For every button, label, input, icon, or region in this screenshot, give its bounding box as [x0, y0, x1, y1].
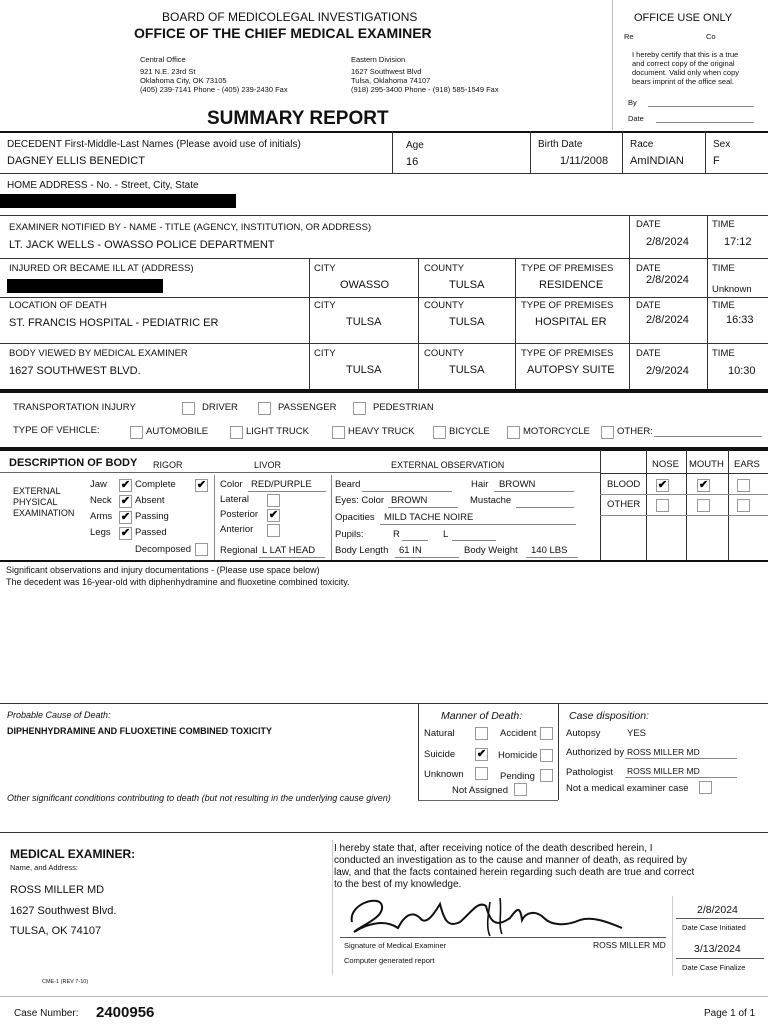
- board-title: BOARD OF MEDICOLEGAL INVESTIGATIONS: [162, 10, 418, 24]
- decomposed-label: Decomposed: [135, 544, 191, 555]
- body-length-value: 61 IN: [399, 545, 422, 556]
- body-viewed-time-label: TIME: [712, 348, 735, 359]
- other-mouth-checkbox[interactable]: [697, 499, 710, 512]
- jaw-checkbox[interactable]: ✔: [120, 479, 131, 491]
- office-use-date: Date: [628, 114, 644, 123]
- office-use-co: Co: [706, 32, 716, 41]
- eyes-label: Eyes: Color: [335, 495, 385, 506]
- other-ears-checkbox[interactable]: [737, 499, 750, 512]
- manner-accident-checkbox[interactable]: [540, 727, 553, 740]
- heavy-truck-label: HEAVY TRUCK: [348, 426, 415, 437]
- body-viewed-premises-label: TYPE OF PREMISES: [521, 348, 614, 359]
- form-number: CME-1 (REV 7-10): [42, 979, 89, 985]
- bicycle-checkbox[interactable]: [433, 426, 446, 439]
- exam-label-2: PHYSICAL: [13, 497, 58, 507]
- manner-pending-label: Pending: [500, 771, 535, 782]
- case-number-label: Case Number:: [14, 1008, 79, 1019]
- rigor-complete-checkbox[interactable]: ✔: [196, 479, 207, 491]
- location-date: 2/8/2024: [646, 314, 689, 326]
- livor-lateral-label: Lateral: [220, 494, 250, 505]
- manner-title: Manner of Death:: [441, 710, 523, 722]
- body-viewed-value: 1627 SOUTHWEST BLVD.: [9, 365, 141, 377]
- injured-premises: RESIDENCE: [539, 279, 604, 291]
- decomposed-checkbox[interactable]: [195, 543, 208, 556]
- light-truck-label: LIGHT TRUCK: [246, 426, 309, 437]
- age-label: Age: [406, 140, 424, 151]
- exam-label-1: EXTERNAL: [13, 486, 61, 496]
- date-initiated-label: Date Case Initiated: [682, 923, 746, 932]
- injured-city-label: CITY: [314, 263, 336, 274]
- livor-posterior-checkbox[interactable]: ✔: [268, 509, 279, 521]
- blood-ears-checkbox[interactable]: [737, 479, 750, 492]
- location-label: LOCATION OF DEATH: [9, 300, 107, 311]
- me-subtitle: Name, and Address:: [10, 863, 78, 872]
- not-me-case-label: Not a medical examiner case: [566, 783, 689, 794]
- manner-not-assigned-label: Not Assigned: [452, 785, 508, 796]
- injured-address-redacted: [7, 279, 163, 293]
- beard-label: Beard: [335, 479, 361, 490]
- other-fluid-label: OTHER: [607, 499, 641, 510]
- sex-value: F: [713, 155, 720, 167]
- rigor-absent-label: Absent: [135, 495, 165, 506]
- cause-value: DIPHENHYDRAMINE AND FLUOXETINE COMBINED TOXICITY: [7, 726, 273, 736]
- livor-anterior-checkbox[interactable]: [267, 524, 280, 537]
- case-number: 2400956: [96, 1004, 155, 1021]
- opacities-value: MILD TACHE NOIRE: [384, 512, 474, 523]
- injured-city: OWASSO: [340, 279, 390, 291]
- injured-date-label: DATE: [636, 263, 661, 274]
- passenger-checkbox[interactable]: [258, 402, 271, 415]
- neck-checkbox[interactable]: ✔: [120, 495, 131, 507]
- rigor-passed-label: Passed: [135, 527, 167, 538]
- body-viewed-premises: AUTOPSY SUITE: [527, 364, 615, 376]
- statement-line4: to the best of my knowledge.: [334, 879, 462, 890]
- manner-unknown-checkbox[interactable]: [475, 767, 488, 780]
- livor-anterior-label: Anterior: [220, 524, 254, 535]
- notified-date-label: DATE: [636, 219, 661, 230]
- transport-injury-label: TRANSPORTATION INJURY: [13, 402, 136, 413]
- blood-mouth-checkbox[interactable]: ✔: [698, 479, 709, 491]
- eastern-division-line2: Tulsa, Oklahoma 74107: [351, 76, 431, 85]
- cause-label: Probable Cause of Death:: [7, 710, 111, 720]
- location-date-label: DATE: [636, 300, 661, 311]
- body-viewed-city: TULSA: [346, 364, 382, 376]
- livor-lateral-checkbox[interactable]: [267, 494, 280, 507]
- injured-label: INJURED OR BECAME ILL AT (ADDRESS): [9, 263, 194, 274]
- certify-line1: I hereby certify that this is a true: [632, 50, 739, 59]
- body-viewed-time: 10:30: [728, 365, 756, 377]
- heavy-truck-checkbox[interactable]: [332, 426, 345, 439]
- body-viewed-county: TULSA: [449, 364, 485, 376]
- office-use-re: Re: [624, 32, 634, 41]
- livor-posterior-label: Posterior: [220, 509, 259, 520]
- livor-heading: LIVOR: [254, 460, 282, 470]
- automobile-checkbox[interactable]: [130, 426, 143, 439]
- race-value: AmINDIAN: [630, 155, 684, 167]
- notified-time-label: TIME: [712, 219, 735, 230]
- report-title: SUMMARY REPORT: [207, 108, 389, 129]
- pathologist-value: ROSS MILLER MD: [627, 766, 700, 776]
- other-nose-checkbox[interactable]: [656, 499, 669, 512]
- location-county-label: COUNTY: [424, 300, 465, 311]
- eyes-value: BROWN: [391, 495, 428, 506]
- pedestrian-label: PEDESTRIAN: [373, 402, 434, 413]
- pedestrian-checkbox[interactable]: [353, 402, 366, 415]
- exam-label-3: EXAMINATION: [13, 508, 75, 518]
- eastern-division-title: Eastern Division: [351, 55, 406, 64]
- pupil-left-label: L: [443, 529, 449, 540]
- injured-date: 2/8/2024: [646, 274, 689, 286]
- legs-label: Legs: [90, 527, 111, 538]
- authorized-value: ROSS MILLER MD: [627, 747, 700, 757]
- page-indicator: Page 1 of 1: [704, 1008, 756, 1019]
- injured-county: TULSA: [449, 279, 485, 291]
- injured-county-label: COUNTY: [424, 263, 465, 274]
- signature-scribble: [340, 892, 640, 942]
- date-initiated: 2/8/2024: [697, 904, 738, 916]
- notified-date-value: 2/8/2024: [646, 236, 689, 248]
- other-vehicle-label: OTHER:: [617, 426, 653, 437]
- body-weight-value: 140 LBS: [531, 545, 568, 556]
- eastern-division-line3: (918) 295-3400 Phone - (918) 585-1549 Fax: [351, 85, 499, 94]
- office-use-by: By: [628, 98, 637, 107]
- authorized-label: Authorized by: [566, 747, 625, 758]
- driver-checkbox[interactable]: [182, 402, 195, 415]
- location-premises: HOSPITAL ER: [535, 316, 607, 328]
- autopsy-value: YES: [627, 728, 647, 739]
- legs-checkbox[interactable]: ✔: [120, 527, 131, 539]
- home-address-redacted: [0, 194, 236, 208]
- manner-homicide-checkbox[interactable]: [540, 749, 553, 762]
- bicycle-label: BICYCLE: [449, 426, 490, 437]
- location-city-label: CITY: [314, 300, 336, 311]
- livor-color-label: Color: [220, 479, 243, 490]
- ears-heading: EARS: [734, 459, 760, 470]
- sex-label: Sex: [713, 139, 731, 150]
- location-time-label: TIME: [712, 300, 735, 311]
- signature-name: ROSS MILLER MD: [593, 940, 666, 950]
- arms-label: Arms: [90, 511, 113, 522]
- signature-label: Signature of Medical Examiner: [344, 941, 447, 950]
- motorcycle-checkbox[interactable]: [507, 426, 520, 439]
- body-viewed-label: BODY VIEWED BY MEDICAL EXAMINER: [9, 348, 188, 359]
- nose-heading: NOSE: [652, 459, 679, 470]
- livor-color-value: RED/PURPLE: [251, 479, 312, 490]
- statement-line2: conducted an investigation as to the cause and manner of death, as required by: [334, 855, 688, 866]
- race-label: Race: [630, 139, 654, 150]
- decedent-name: DAGNEY ELLIS BENEDICT: [7, 155, 145, 167]
- body-weight-label: Body Weight: [464, 545, 518, 556]
- disposition-title: Case disposition:: [569, 710, 649, 722]
- decedent-names-label: DECEDENT First-Middle-Last Names (Please avoid use of initials): [7, 139, 301, 150]
- body-viewed-county-label: COUNTY: [424, 348, 465, 359]
- location-county: TULSA: [449, 316, 485, 328]
- injured-time: Unknown: [712, 284, 752, 295]
- statement-line1: I hereby state that, after receiving notice of the death described herein, I: [334, 843, 653, 854]
- me-address-line2: TULSA, OK 74107: [10, 925, 102, 937]
- certify-line2: and correct copy of the original: [632, 59, 735, 68]
- not-me-case-checkbox[interactable]: [699, 781, 712, 794]
- me-address-line1: 1627 Southwest Blvd.: [10, 905, 117, 917]
- observations-label: Significant observations and injury documentations - (Please use space below): [6, 565, 320, 575]
- manner-unknown-label: Unknown: [424, 769, 464, 780]
- opacities-label: Opacities: [335, 512, 375, 523]
- manner-accident-label: Accident: [500, 728, 537, 739]
- automobile-label: AUTOMOBILE: [146, 426, 209, 437]
- external-observation-heading: EXTERNAL OBSERVATION: [391, 460, 505, 470]
- pathologist-label: Pathologist: [566, 767, 614, 778]
- rigor-complete-label: Complete: [135, 479, 176, 490]
- livor-regional-value: L LAT HEAD: [262, 545, 316, 556]
- office-use-border: [612, 0, 613, 130]
- central-office-title: Central Office: [140, 55, 186, 64]
- blood-nose-checkbox[interactable]: ✔: [657, 479, 668, 491]
- manner-natural-label: Natural: [424, 728, 455, 739]
- motorcycle-label: MOTORCYCLE: [523, 426, 590, 437]
- location-city: TULSA: [346, 316, 382, 328]
- statement-line3: law, and that the facts contained herein regarding such death are true and correct: [334, 867, 695, 878]
- manner-pending-checkbox[interactable]: [540, 769, 553, 782]
- office-use-title: OFFICE USE ONLY: [634, 12, 733, 24]
- description-title: DESCRIPTION OF BODY: [9, 457, 138, 469]
- birth-date-value: 1/11/2008: [560, 155, 609, 167]
- pupils-label: Pupils:: [335, 529, 364, 540]
- manner-homicide-label: Homicide: [498, 750, 538, 761]
- certify-line4: bears imprint of the office seal.: [632, 77, 734, 86]
- manner-not-assigned-checkbox[interactable]: [514, 783, 527, 796]
- body-length-label: Body Length: [335, 545, 389, 556]
- neck-label: Neck: [90, 495, 112, 506]
- autopsy-label: Autopsy: [566, 728, 601, 739]
- rigor-heading: RIGOR: [153, 460, 183, 470]
- location-premises-label: TYPE OF PREMISES: [521, 300, 614, 311]
- computer-generated-label: Computer generated report: [344, 956, 435, 965]
- central-office-line1: 921 N.E. 23rd St: [140, 67, 196, 76]
- driver-label: DRIVER: [202, 402, 238, 413]
- mouth-heading: MOUTH: [689, 459, 724, 470]
- arms-checkbox[interactable]: ✔: [120, 511, 131, 523]
- birth-date-label: Birth Date: [538, 139, 583, 150]
- injured-premises-label: TYPE OF PREMISES: [521, 263, 614, 274]
- jaw-label: Jaw: [90, 479, 107, 490]
- date-finalized-label: Date Case Finalize: [682, 963, 746, 972]
- central-office-line3: (405) 239-7141 Phone - (405) 239-2430 Fax: [140, 85, 288, 94]
- age-value: 16: [406, 156, 419, 168]
- body-viewed-date: 2/9/2024: [646, 365, 689, 377]
- pupil-right-label: R: [393, 529, 400, 540]
- location-time: 16:33: [726, 314, 754, 326]
- certify-line3: document. Valid only when copy: [632, 68, 740, 77]
- manner-suicide-checkbox[interactable]: ✔: [476, 748, 487, 760]
- rigor-passing-label: Passing: [135, 511, 169, 522]
- location-value: ST. FRANCIS HOSPITAL - PEDIATRIC ER: [9, 317, 219, 329]
- observations-text: The decedent was 16-year-old with diphenhydramine and fluoxetine combined toxicity.: [6, 577, 350, 587]
- me-name: ROSS MILLER MD: [10, 884, 105, 896]
- manner-suicide-label: Suicide: [424, 749, 456, 760]
- mustache-label: Mustache: [470, 495, 512, 506]
- other-vehicle-checkbox[interactable]: [601, 426, 614, 439]
- other-conditions-label: Other significant conditions contributing to death (but not resulting in the underlying cause given): [7, 793, 391, 803]
- vehicle-type-label: TYPE OF VEHICLE:: [13, 425, 100, 436]
- passenger-label: PASSENGER: [278, 402, 337, 413]
- home-address-label: HOME ADDRESS - No. - Street, City, State: [7, 180, 199, 191]
- examiner-notified-label: EXAMINER NOTIFIED BY - NAME - TITLE (AGENCY, INSTITUTION, OR ADDRESS): [9, 222, 372, 233]
- date-finalized: 3/13/2024: [694, 943, 741, 955]
- manner-natural-checkbox[interactable]: [475, 727, 488, 740]
- office-title: OFFICE OF THE CHIEF MEDICAL EXAMINER: [134, 25, 432, 41]
- notified-time-value: 17:12: [724, 236, 752, 248]
- hair-value: BROWN: [499, 479, 536, 490]
- examiner-notified-value: LT. JACK WELLS - OWASSO POLICE DEPARTMENT: [9, 239, 275, 251]
- body-viewed-date-label: DATE: [636, 348, 661, 359]
- light-truck-checkbox[interactable]: [230, 426, 243, 439]
- livor-regional-label: Regional: [220, 545, 258, 556]
- injured-time-label: TIME: [712, 263, 735, 274]
- eastern-division-line1: 1627 Southwest Blvd: [351, 67, 422, 76]
- body-viewed-city-label: CITY: [314, 348, 336, 359]
- blood-label: BLOOD: [607, 479, 641, 490]
- central-office-line2: Oklahoma City, OK 73105: [140, 76, 227, 85]
- hair-label: Hair: [471, 479, 489, 490]
- me-title: MEDICAL EXAMINER:: [10, 847, 136, 861]
